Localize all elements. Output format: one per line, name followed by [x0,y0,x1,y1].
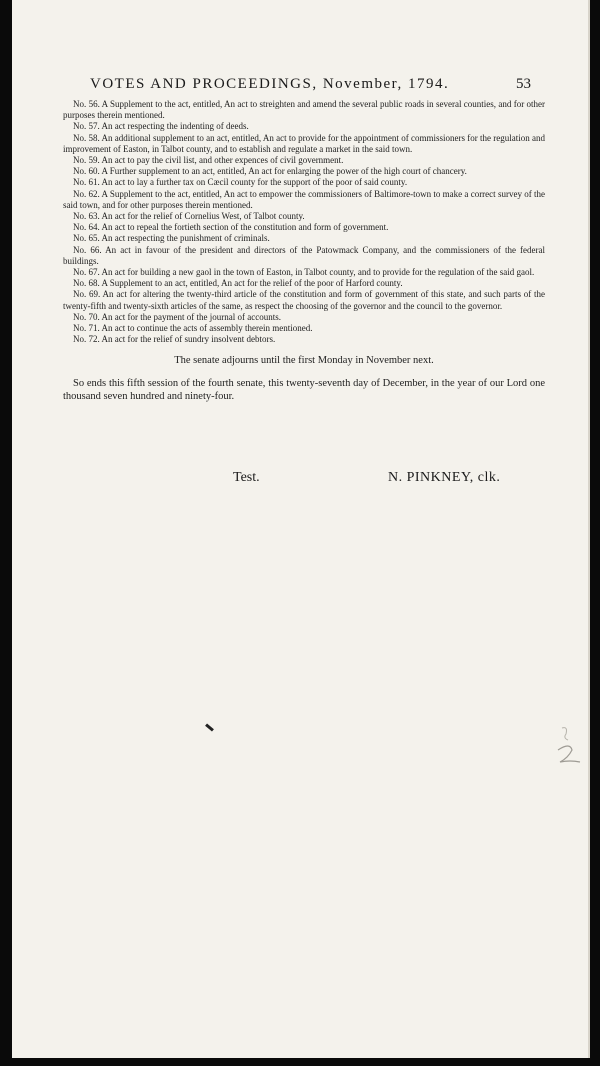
clerk-signature: N. PINKNEY, clk. [388,470,501,485]
list-item: No. 56. A Supplement to the act, entitled, An act to streighten and amend the several public roads in several counties, and for other purposes therein mentioned. [63,99,545,121]
list-item: No. 59. An act to pay the civil list, and other expences of civil government. [73,155,344,166]
list-item: No. 61. An act to lay a further tax on Cæcil county for the support of the poor of said county. [73,177,408,188]
adjournment-notice: The senate adjourns until the first Monday in November next. [174,355,434,367]
list-item: No. 58. An additional supplement to an act, entitled, An act to provide for the appointment of commissioners for the regulation and improvement of Easton, in Talbot county, and to establish and regulate a market in the said town. [63,132,545,154]
list-item: No. 65. An act respecting the punishment of criminals. [73,233,270,244]
list-item: No. 69. An act for altering the twenty-third article of the constitution and form of government of this state, and such parts of the twenty-fifth and twenty-sixth articles of the same, as respect the choosing of the governor and the council to the governor. [63,289,545,311]
list-item: No. 66. An act in favour of the president and directors of the Patowmack Company, and the commissioners of the federal buildings. [63,244,545,266]
list-item: No. 68. A Supplement to an act, entitled, An act for the relief of the poor of Harford county. [73,278,403,289]
ink-mark [205,723,214,731]
list-item: No. 67. An act for building a new gaol in the town of Easton, in Talbot county, and to provide for the regulation of the said gaol. [73,267,535,278]
list-item: No. 63. An act for the relief of Cornelius West, of Talbot county. [73,211,305,222]
signature-line [63,470,545,488]
list-item: No. 71. An act to continue the acts of assembly therein mentioned. [73,323,313,334]
page-title: VOTES AND PROCEEDINGS, November, 1794. [90,76,450,92]
list-item: No. 72. An act for the relief of sundry insolvent debtors. [73,334,276,345]
list-item: No. 70. An act for the payment of the journal of accounts. [73,311,281,322]
document-body [63,99,545,403]
list-item: No. 57. An act respecting the indenting of deeds. [73,121,249,132]
document-page [12,0,590,1058]
attest-label: Test. [233,470,260,485]
pencil-mark [554,724,584,769]
list-item: No. 60. A Further supplement to an act, entitled, An act for enlarging the power of the high court of chancery. [73,166,467,177]
list-item: No. 62. A Supplement to the act, entitled, An act to empower the commissioners of Baltimore-town to make a correct survey of the said town, and for other purposes therein mentioned. [63,188,545,210]
page-header [90,76,560,93]
closing-paragraph: So ends this fifth session of the fourth senate, this twenty-seventh day of December, in the year of our Lord one thousand seven hundred and ninety-four. [63,377,545,402]
page-number: 53 [516,76,531,92]
list-item: No. 64. An act to repeal the fortieth section of the constitution and form of government. [73,222,389,233]
